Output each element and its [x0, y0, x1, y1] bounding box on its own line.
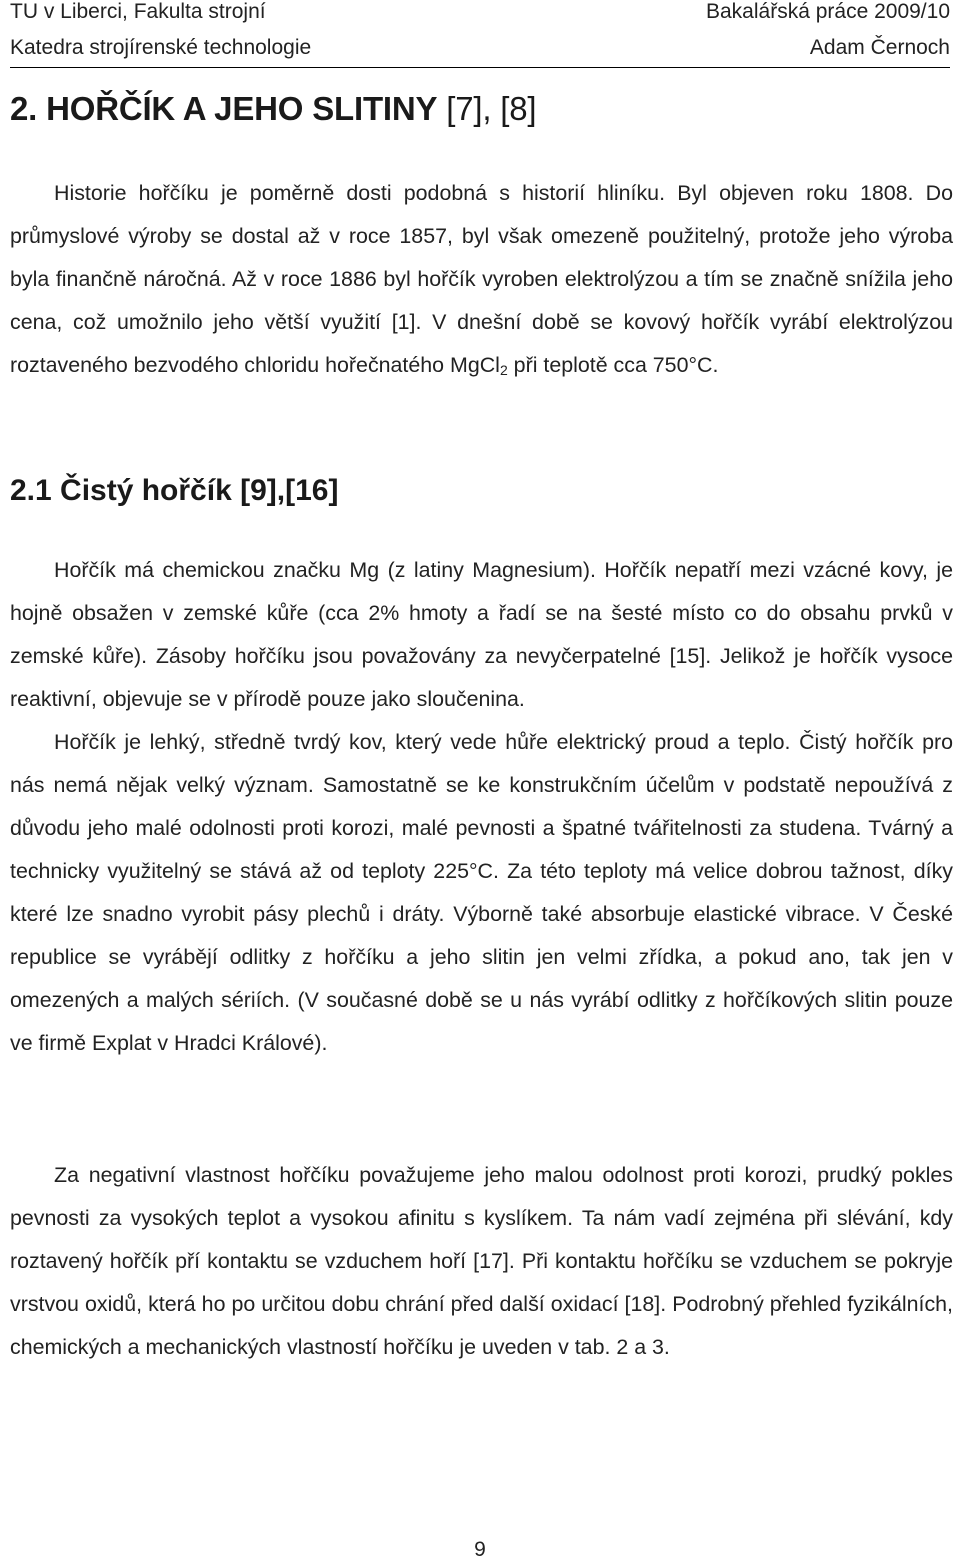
section-refs: [7], [8] — [437, 90, 537, 127]
subsection-body — [10, 549, 953, 1065]
paragraph-text: při teplotě cca 750°C. — [507, 353, 719, 377]
header-thesis: Bakalářská práce 2009/10 — [706, 0, 950, 23]
header-author: Adam Černoch — [809, 36, 950, 59]
header-divider — [10, 67, 950, 68]
subscript: 2 — [499, 362, 508, 378]
subsection-heading: 2.1 Čistý hořčík [9],[16] — [10, 474, 339, 507]
section-title: 2. HOŘČÍK A JEHO SLITINY — [10, 90, 438, 127]
section-heading — [10, 90, 536, 128]
page-number: 9 — [474, 1538, 486, 1561]
subsection-paragraph-1: Hořčík má chemickou značku Mg (z latiny Magnesium). Hořčík nepatří mezi vzácné kovy, je hojně obsažen v zemské kůře (cca 2% hmoty a řadí se na šesté místo co do obsahu prvků v zemské kůře). Zásoby hořčíku jsou považovány za nevyčerpatelné [15]. Jelikož je hořčík vysoce reaktivní, objevuje se v přírodě pouze jako sloučenina. — [10, 558, 953, 711]
header-department: Katedra strojírenské technologie — [10, 36, 312, 59]
section-paragraph-1 — [10, 172, 953, 387]
subsection-paragraph-3: Za negativní vlastnost hořčíku považujeme jeho malou odolnost proti korozi, prudký pokles pevnosti za vysokých teplot a vysokou afinitu s kyslíkem. Ta nám vadí zejména při slévání, kdy roztavený hořčík pří kontaktu se vzduchem hoří [17]. Při kontaktu hořčíku se vzduchem se pokryje vrstvou oxidů, která ho po určitou dobu chrání před další oxidací [18]. Podrobný přehled fyzikálních, chemických a mechanických vlastností hořčíku je uveden v tab. 2 a 3. — [10, 1163, 953, 1359]
paragraph-text: Historie hořčíku je poměrně dosti podobná s historií hliníku. Byl objeven roku 1808. Do průmyslové výroby se dostal až v roce 1857, byl však omezeně použitelný, protože jeho výroba byla finančně náročná. Až v roce 1886 byl hořčík vyroben elektrolýzou a tím se značně snížila jeho cena, což umožnilo jeho větší využití [1]. V dnešní době se kovový hořčík vyrábí elektrolýzou roztaveného bezvodého chloridu hořečnatého MgCl — [10, 181, 953, 377]
subsection-body-continued — [10, 1154, 953, 1369]
running-header-line-1 — [10, 0, 950, 30]
section-body — [10, 172, 953, 387]
running-header-line-2 — [10, 30, 950, 66]
header-university: TU v Liberci, Fakulta strojní — [10, 0, 266, 23]
subsection-paragraph-2: Hořčík je lehký, středně tvrdý kov, který vede hůře elektrický proud a teplo. Čistý hořčík pro nás nemá nějak velký význam. Samostatně se ke konstrukčním účelům v podstatě nepoužívá z důvodu jeho malé odolnosti proti korozi, malé pevnosti a špatné tvářitelnosti za studena. Tvárný a technicky využitelný se stává až od teploty 225°C. Za této teploty má velice dobrou tažnost, díky které lze snadno vyrobit pásy plechů i dráty. Výborně také absorbuje elastické vibrace. V České republice se vyrábějí odlitky z hořčíku a jeho slitin jen velmi zřídka, a pokud ano, tak jen v omezených a malých sériích. (V současné době se u nás vyrábí odlitky z hořčíkových slitin pouze ve firmě Explat v Hradci Králové). — [10, 730, 953, 1055]
